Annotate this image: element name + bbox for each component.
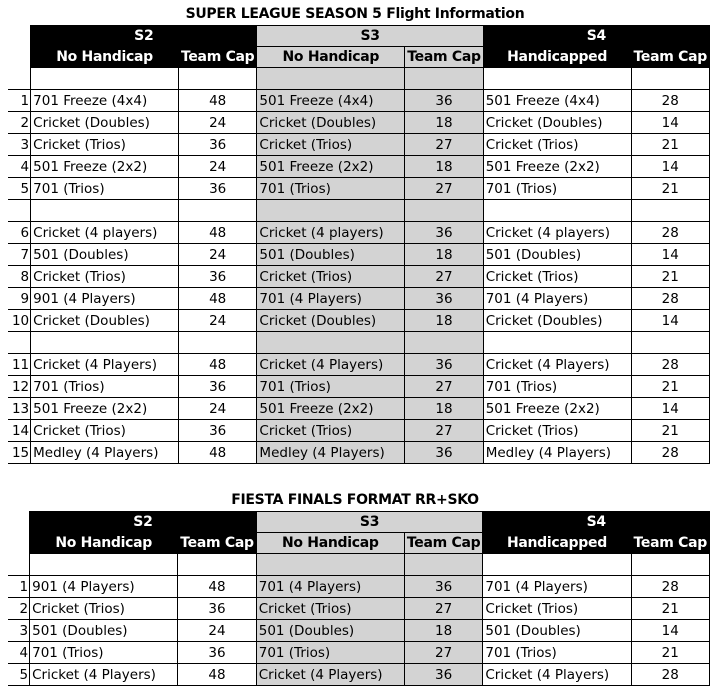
table-row — [8, 156, 710, 178]
header-blank — [8, 26, 31, 47]
group-header-s2: S2 — [31, 26, 257, 47]
s2-team-cap: 48 — [178, 288, 256, 310]
s2-game: Cricket (Trios) — [31, 134, 179, 156]
s4-game: 701 (Trios) — [483, 178, 631, 200]
s2-team-cap: 24 — [178, 112, 256, 134]
s2-team-cap: 48 — [178, 576, 256, 598]
s3-game: 701 (4 Players) — [256, 576, 404, 598]
row-number: 15 — [8, 442, 31, 464]
blank-cell — [178, 200, 256, 222]
s4-team-cap: 21 — [631, 266, 709, 288]
s4-game: Cricket (4 Players) — [483, 354, 631, 376]
blank-cell — [178, 68, 256, 90]
s2-game: 901 (4 Players) — [30, 576, 178, 598]
s4-team-cap: 21 — [631, 134, 709, 156]
s2-game: 501 Freeze (2x2) — [31, 156, 179, 178]
s2-game: 701 Freeze (4x4) — [31, 90, 179, 112]
s4-team-cap: 14 — [631, 244, 709, 266]
s3-team-cap: 18 — [405, 156, 483, 178]
blank-cell — [257, 68, 405, 90]
s3-team-cap: 36 — [404, 576, 482, 598]
header-blank — [8, 512, 30, 533]
row-number: 13 — [8, 398, 31, 420]
team-cap-header: Team Cap — [631, 47, 709, 68]
table1-title: SUPER LEAGUE SEASON 5 Flight Information — [185, 6, 525, 22]
s2-game: 701 (Trios) — [31, 376, 179, 398]
spacer-row — [8, 200, 710, 222]
s2-team-cap: 48 — [178, 442, 256, 464]
s2-team-cap: 24 — [178, 310, 256, 332]
s3-game: Cricket (Trios) — [256, 598, 404, 620]
blank-cell — [8, 200, 31, 222]
s3-game: Cricket (Doubles) — [257, 310, 405, 332]
s3-game: 701 (Trios) — [257, 178, 405, 200]
row-number: 2 — [8, 598, 30, 620]
table-row — [8, 354, 710, 376]
s2-game: 901 (4 Players) — [31, 288, 179, 310]
s3-game: Cricket (4 Players) — [256, 664, 404, 686]
row-number: 7 — [8, 244, 31, 266]
s2-game: Cricket (Trios) — [31, 266, 179, 288]
s3-team-cap: 27 — [405, 134, 483, 156]
s4-game: 701 (Trios) — [483, 376, 631, 398]
table-row — [8, 642, 710, 664]
header-row-subs — [8, 533, 710, 554]
s4-team-cap: 14 — [631, 398, 709, 420]
blank-cell — [8, 332, 31, 354]
blank-cell — [257, 200, 405, 222]
group-sub-label: No Handicap — [30, 533, 178, 554]
s4-game: Cricket (Doubles) — [483, 112, 631, 134]
s2-game: 501 Freeze (2x2) — [31, 398, 179, 420]
s4-team-cap: 14 — [631, 310, 709, 332]
row-number: 9 — [8, 288, 31, 310]
s3-team-cap: 18 — [405, 112, 483, 134]
s3-game: 501 (Doubles) — [257, 244, 405, 266]
s2-game: Cricket (Doubles) — [31, 310, 179, 332]
table2-title: FIESTA FINALS FORMAT RR+SKO — [231, 492, 479, 508]
blank-cell — [483, 200, 631, 222]
s3-team-cap: 36 — [405, 354, 483, 376]
header-row-groups — [8, 26, 710, 47]
s4-team-cap: 21 — [631, 642, 709, 664]
s2-game: Cricket (Trios) — [30, 598, 178, 620]
s3-game: Cricket (Trios) — [257, 266, 405, 288]
row-number: 4 — [8, 642, 30, 664]
s4-game: 501 (Doubles) — [483, 244, 631, 266]
blank-cell — [631, 332, 709, 354]
s3-game: 501 Freeze (4x4) — [257, 90, 405, 112]
row-number: 5 — [8, 664, 30, 686]
s2-team-cap: 24 — [178, 244, 256, 266]
row-number: 4 — [8, 156, 31, 178]
s3-game: 701 (Trios) — [256, 642, 404, 664]
table-row — [8, 178, 710, 200]
s4-game: Cricket (Trios) — [483, 134, 631, 156]
group-header-s3: S3 — [256, 512, 483, 533]
s3-team-cap: 36 — [404, 664, 482, 686]
row-number: 14 — [8, 420, 31, 442]
s2-team-cap: 36 — [178, 598, 256, 620]
s3-team-cap: 27 — [405, 178, 483, 200]
row-number: 3 — [8, 134, 31, 156]
table-row — [8, 442, 710, 464]
blank-cell — [483, 554, 631, 576]
spacer-row — [8, 554, 710, 576]
s4-game: Cricket (Doubles) — [483, 310, 631, 332]
s2-team-cap: 36 — [178, 376, 256, 398]
blank-cell — [405, 200, 483, 222]
table-row — [8, 420, 710, 442]
s2-game: 701 (Trios) — [31, 178, 179, 200]
blank-cell — [405, 68, 483, 90]
s4-game: 701 (4 Players) — [483, 576, 631, 598]
blank-cell — [31, 332, 179, 354]
s2-game: Cricket (4 players) — [31, 222, 179, 244]
group-sub-label: No Handicap — [31, 47, 179, 68]
s2-game: Cricket (4 Players) — [31, 354, 179, 376]
header-row-subs — [8, 47, 710, 68]
s2-team-cap: 24 — [178, 620, 256, 642]
blank-cell — [257, 332, 405, 354]
s4-team-cap: 14 — [631, 156, 709, 178]
s4-game: Cricket (4 Players) — [483, 664, 631, 686]
blank-cell — [178, 332, 256, 354]
s3-game: 501 Freeze (2x2) — [257, 156, 405, 178]
table-row — [8, 112, 710, 134]
s2-game: Cricket (Doubles) — [31, 112, 179, 134]
s3-team-cap: 36 — [405, 442, 483, 464]
group-header-s4: S4 — [483, 512, 710, 533]
group-sub-label: Handicapped — [483, 47, 631, 68]
row-number: 12 — [8, 376, 31, 398]
table-row — [8, 310, 710, 332]
s3-team-cap: 18 — [404, 620, 482, 642]
s3-team-cap: 27 — [404, 598, 482, 620]
s4-game: 701 (Trios) — [483, 642, 631, 664]
s2-team-cap: 36 — [178, 420, 256, 442]
s2-team-cap: 36 — [178, 642, 256, 664]
row-number: 3 — [8, 620, 30, 642]
s4-game: 501 (Doubles) — [483, 620, 631, 642]
s2-game: Cricket (Trios) — [31, 420, 179, 442]
table-row — [8, 222, 710, 244]
s3-game: Cricket (4 Players) — [257, 354, 405, 376]
s2-game: Medley (4 Players) — [31, 442, 179, 464]
s2-team-cap: 36 — [178, 266, 256, 288]
s2-game: 501 (Doubles) — [30, 620, 178, 642]
group-sub-label: Handicapped — [483, 533, 631, 554]
s2-team-cap: 36 — [178, 178, 256, 200]
team-cap-header: Team Cap — [405, 47, 483, 68]
s4-game: 501 Freeze (2x2) — [483, 156, 631, 178]
blank-cell — [30, 554, 178, 576]
blank-cell — [483, 68, 631, 90]
row-number: 8 — [8, 266, 31, 288]
team-cap-header: Team Cap — [404, 533, 482, 554]
s2-game: Cricket (4 Players) — [30, 664, 178, 686]
table-row — [8, 598, 710, 620]
blank-cell — [8, 554, 30, 576]
s4-team-cap: 28 — [631, 354, 709, 376]
s3-team-cap: 27 — [405, 266, 483, 288]
s4-team-cap: 28 — [631, 90, 709, 112]
s4-game: Cricket (4 players) — [483, 222, 631, 244]
s4-team-cap: 14 — [631, 620, 709, 642]
table-row — [8, 244, 710, 266]
s2-team-cap: 48 — [178, 90, 256, 112]
row-number: 10 — [8, 310, 31, 332]
table-row — [8, 620, 710, 642]
s2-team-cap: 48 — [178, 222, 256, 244]
team-cap-header: Team Cap — [631, 533, 709, 554]
table-row — [8, 398, 710, 420]
s3-game: 501 Freeze (2x2) — [257, 398, 405, 420]
s4-team-cap: 28 — [631, 222, 709, 244]
s3-game: Cricket (Trios) — [257, 420, 405, 442]
spacer-row — [8, 68, 710, 90]
blank-cell — [404, 554, 482, 576]
blank-cell — [8, 68, 31, 90]
row-number: 5 — [8, 178, 31, 200]
s2-game: 701 (Trios) — [30, 642, 178, 664]
s3-team-cap: 27 — [405, 376, 483, 398]
table-row — [8, 376, 710, 398]
team-cap-header: Team Cap — [178, 533, 256, 554]
s4-game: Cricket (Trios) — [483, 598, 631, 620]
row-number: 1 — [8, 576, 30, 598]
s3-game: 501 (Doubles) — [256, 620, 404, 642]
table-row — [8, 134, 710, 156]
row-number: 2 — [8, 112, 31, 134]
s2-team-cap: 24 — [178, 398, 256, 420]
s2-team-cap: 48 — [178, 354, 256, 376]
blank-cell — [256, 554, 404, 576]
group-sub-label: No Handicap — [257, 47, 405, 68]
row-number: 6 — [8, 222, 31, 244]
s4-team-cap: 28 — [631, 442, 709, 464]
s3-team-cap: 18 — [405, 244, 483, 266]
s3-team-cap: 18 — [405, 398, 483, 420]
s4-team-cap: 28 — [631, 664, 709, 686]
s4-game: 501 Freeze (4x4) — [483, 90, 631, 112]
header-row-groups — [8, 512, 710, 533]
group-header-s3: S3 — [257, 26, 483, 47]
s3-team-cap: 36 — [405, 288, 483, 310]
group-header-s2: S2 — [30, 512, 257, 533]
row-number: 1 — [8, 90, 31, 112]
blank-cell — [31, 68, 179, 90]
s4-team-cap: 21 — [631, 598, 709, 620]
s4-team-cap: 21 — [631, 376, 709, 398]
s3-team-cap: 36 — [405, 222, 483, 244]
table-row — [8, 576, 710, 598]
table-row — [8, 266, 710, 288]
finals-format-table — [8, 511, 710, 686]
team-cap-header: Team Cap — [178, 47, 256, 68]
s4-team-cap: 28 — [631, 576, 709, 598]
s2-team-cap: 24 — [178, 156, 256, 178]
s3-game: 701 (4 Players) — [257, 288, 405, 310]
s3-game: 701 (Trios) — [257, 376, 405, 398]
s3-team-cap: 27 — [404, 642, 482, 664]
s3-team-cap: 18 — [405, 310, 483, 332]
s4-game: Cricket (Trios) — [483, 420, 631, 442]
blank-cell — [631, 554, 709, 576]
s4-game: Medley (4 Players) — [483, 442, 631, 464]
s4-team-cap: 21 — [631, 178, 709, 200]
spacer-row — [8, 332, 710, 354]
s4-team-cap: 28 — [631, 288, 709, 310]
s3-game: Cricket (4 players) — [257, 222, 405, 244]
blank-cell — [631, 200, 709, 222]
s3-game: Cricket (Doubles) — [257, 112, 405, 134]
blank-cell — [178, 554, 256, 576]
s3-team-cap: 27 — [405, 420, 483, 442]
s4-game: Cricket (Trios) — [483, 266, 631, 288]
s4-game: 701 (4 Players) — [483, 288, 631, 310]
blank-cell — [405, 332, 483, 354]
table-row — [8, 288, 710, 310]
s2-team-cap: 48 — [178, 664, 256, 686]
group-sub-label: No Handicap — [256, 533, 404, 554]
blank-cell — [31, 200, 179, 222]
header-blank — [8, 47, 31, 68]
table-row — [8, 90, 710, 112]
table-row — [8, 664, 710, 686]
group-header-s4: S4 — [483, 26, 709, 47]
blank-cell — [631, 68, 709, 90]
s4-team-cap: 14 — [631, 112, 709, 134]
s3-game: Cricket (Trios) — [257, 134, 405, 156]
flight-info-table — [8, 25, 710, 464]
blank-cell — [483, 332, 631, 354]
row-number: 11 — [8, 354, 31, 376]
s4-game: 501 Freeze (2x2) — [483, 398, 631, 420]
s4-team-cap: 21 — [631, 420, 709, 442]
s3-team-cap: 36 — [405, 90, 483, 112]
header-blank — [8, 533, 30, 554]
s2-game: 501 (Doubles) — [31, 244, 179, 266]
s3-game: Medley (4 Players) — [257, 442, 405, 464]
s2-team-cap: 36 — [178, 134, 256, 156]
